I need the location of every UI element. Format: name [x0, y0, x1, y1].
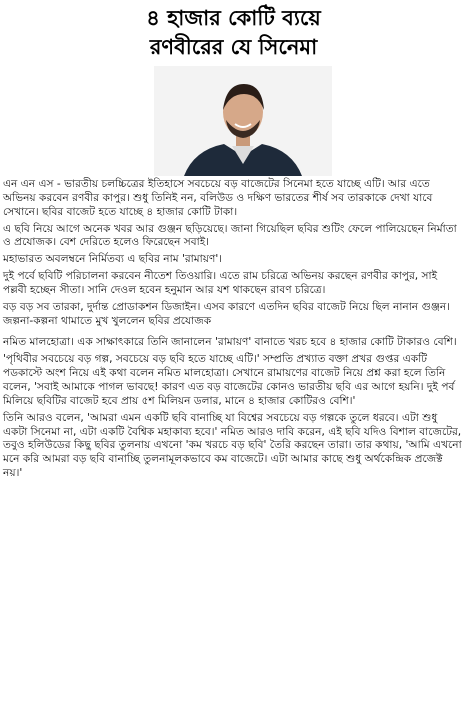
paragraph: এ ছবি নিয়ে আগে অনেক খবর আর গুঞ্জন ছড়িয়েছে। জানা গিয়েছিল ছবির শুটিং ফেলে পালিয়েছেন নির্মাতা ও প্রযোজক। বেশ দেরিতে হলেও ফিরেছেন সবাই।: [3, 222, 457, 249]
headline-line-2: রণবীরের যে সিনেমা: [149, 35, 318, 59]
paragraph: নমিত মালহোত্রা। এক সাক্ষাৎকারে তিনি জানালেন 'রামায়ণ' বানাতে খরচ হবে ৪ হাজার কোটি টাকারও বেশি।: [3, 336, 457, 349]
paragraph: দুই পর্বে ছবিটি পরিচালনা করবেন নীতেশ তিওয়ারি। এতে রাম চরিত্রে অভিনয় করছেন রণবীর কাপুর, সাই পল্লবী হচ্ছেন সীতা। সানি দেওল হবেন হনুমান আর যশ থাকছেন রাবণ চরিত্রে।: [3, 270, 438, 296]
paragraph: বড় বড় সব তারকা, দুর্দান্ত প্রোডাকশন ডিজাইন। এসব কারণে এতদিন ছবির বাজেট নিয়ে ছিল নানান গুঞ্জন। জল্পনা-কল্পনা থামাতে মুখ খুললেন ছবির প্রযোজক: [3, 300, 451, 327]
article-body: [3, 178, 463, 484]
portrait-photo-icon: [154, 66, 332, 176]
paragraph: এন এন এস - ভারতীয় চলচ্চিত্রের ইতিহাসে সবচেয়ে বড় বাজেটের সিনেমা হতে যাচ্ছে এটি। আর এতে অভিনয় করবেন রণবীর কাপুর। শুধু তিনিই নন, বলিউড ও দক্ষিণ ভারতের শীর্ষ সব তারকাকে দেখা যাবে সেখানে। ছবির বাজেট হতে যাচ্ছে ৪ হাজার কোটি টাকা।: [3, 178, 433, 218]
headline: [0, 4, 467, 62]
portrait-photo: [154, 66, 332, 176]
paragraph: তিনি আরও বলেন, 'আমরা এমন একটি ছবি বানাচ্ছি যা বিশ্বের সবচেয়ে বড় গল্পকে তুলে ধরবে। এটা শুধু একটা সিনেমা না, এটা একটি বৈশ্বিক মহাকাব্য হবে।' নমিত আরও দাবি করেন, এই ছবি যদিও বিশাল বাজেটের, তবুও হলিউডের কিছু ছবির তুলনায় এখনো 'কম খরচে বড় ছবি' তৈরি করছেন তারা। তার কথায়, 'আমি এখনো মনে করি আমরা বড় ছবি বানাচ্ছি তুলনামূলকভাবে কম বাজেটে। এটা আমার কাছে শুধু অর্থকেন্দ্রিক প্রজেক্ট নয়।': [3, 411, 462, 480]
paragraph: মহাভারত অবলম্বনে নির্মিতব্য এ ছবির নাম 'রামায়ণ'।: [3, 253, 223, 266]
headline-line-1: ৪ হাজার কোটি ব্যয়ে: [146, 6, 321, 30]
paragraph: 'পৃথিবীর সবচেয়ে বড় গল্প, সবচেয়ে বড় ছবি হতে যাচ্ছে এটি।' সম্প্রতি প্রখ্যাত বক্তা প্রখর গুপ্তর একটি পডকাস্টে অংশ নিয়ে এই কথা বলেন নমিত মালহোত্রা। সেখানে রামায়ণের বাজেট নিয়ে প্রশ্ন করা হলে তিনি বলেন, 'সবাই আমাকে পাগল ভাবছে! কারণ এত বড় বাজেটের কোনও ভারতীয় ছবি এর আগে হয়নি। দুই পর্ব মিলিয়ে ছবিটির বাজেট হবে প্রায় ৫শ মিলিয়ন ডলার, মানে ৪ হাজার কোটিরও বেশি।': [3, 353, 455, 407]
